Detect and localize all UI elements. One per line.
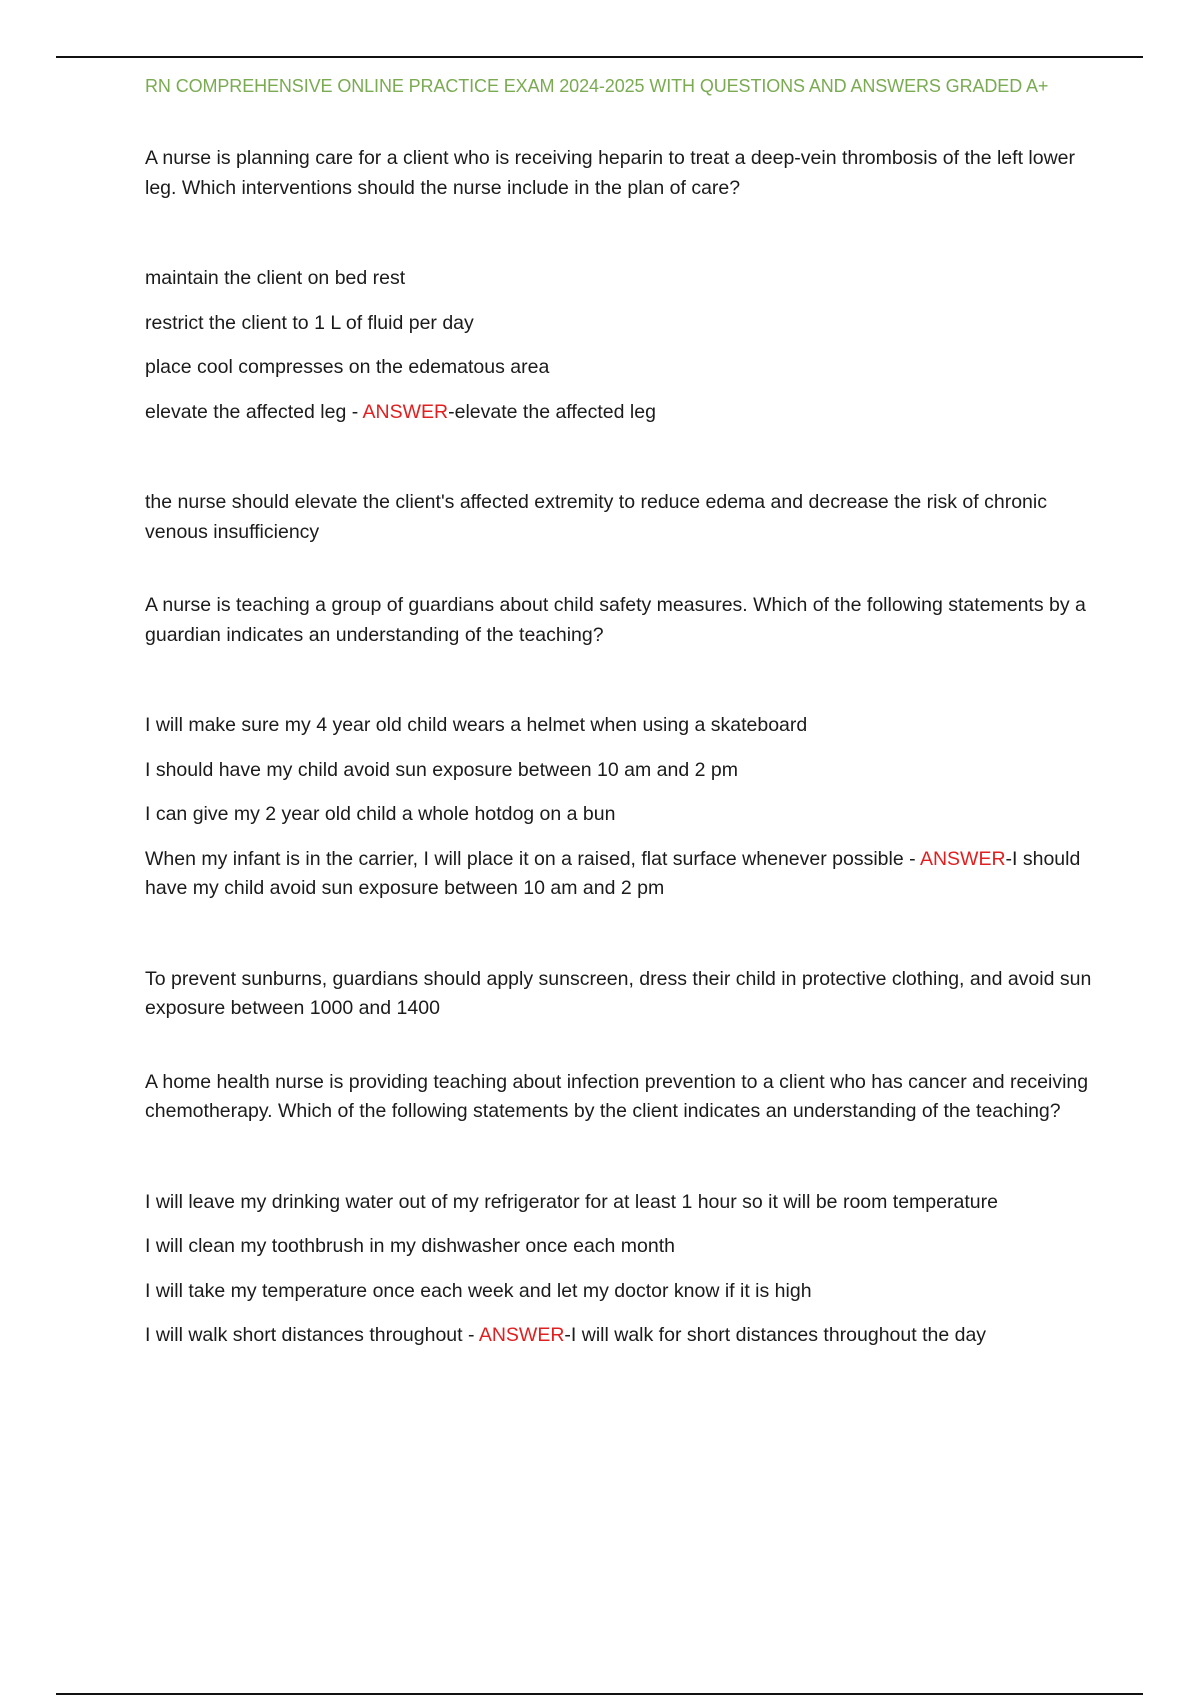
answer-option-with-key bbox=[145, 398, 1100, 428]
question-block-3 bbox=[145, 1068, 1100, 1351]
question-block-2 bbox=[145, 591, 1100, 1024]
answer-option: I should have my child avoid sun exposure between 10 am and 2 pm bbox=[145, 758, 738, 781]
answer-option: I will leave my drinking water out of my refrigerator for at least 1 hour so it will be room temperature bbox=[145, 1190, 998, 1213]
answer-option-text: elevate the affected leg - bbox=[145, 400, 363, 423]
answer-label: ANSWER bbox=[919, 847, 1006, 870]
answer-option: I will take my temperature once each week and let my doctor know if it is high bbox=[145, 1279, 812, 1302]
answer-option: I can give my 2 year old child a whole hotdog on a bun bbox=[145, 803, 616, 825]
answer-option: place cool compresses on the edematous area bbox=[145, 356, 550, 378]
header-rule bbox=[56, 56, 1143, 58]
rationale-text: the nurse should elevate the client's affected extremity to reduce edema and decrease the risk of chronic venous insufficiency bbox=[145, 491, 1047, 543]
rationale-text: To prevent sunburns, guardians should apply sunscreen, dress their child in protective clothing, and avoid sun exposure between 1000 and 1400 bbox=[145, 967, 1092, 1019]
question-block-1 bbox=[145, 144, 1100, 547]
document-body bbox=[145, 72, 1100, 1351]
answer-options bbox=[145, 711, 1100, 904]
answer-option: restrict the client to 1 L of fluid per day bbox=[145, 311, 474, 334]
answer-options bbox=[145, 1188, 1100, 1351]
answer-option-text: I will walk short distances throughout - bbox=[145, 1324, 479, 1346]
question-text: A home health nurse is providing teaching about infection prevention to a client who has cancer and receiving chemotherapy. Which of the following statements by the client indicates an understanding of the teaching? bbox=[145, 1070, 1089, 1122]
question-text: A nurse is planning care for a client who is receiving heparin to treat a deep-vein thrombosis of the left lower leg. Which interventions should the nurse include in the plan of care? bbox=[145, 147, 1076, 199]
answer-option: I will make sure my 4 year old child wears a helmet when using a skateboard bbox=[145, 714, 808, 736]
footer-rule bbox=[56, 1693, 1143, 1695]
answer-option-with-key bbox=[145, 1321, 1100, 1351]
correct-answer-text: -I should have my child avoid sun exposure between 10 am and 2 pm bbox=[145, 847, 1081, 899]
answer-option: I will clean my toothbrush in my dishwasher once each month bbox=[145, 1235, 676, 1257]
correct-answer-text: -elevate the affected leg bbox=[448, 400, 656, 423]
answer-option-with-key bbox=[145, 845, 1100, 904]
correct-answer-text: -I will walk for short distances throughout the day bbox=[564, 1324, 987, 1346]
answer-options bbox=[145, 264, 1100, 427]
answer-option-text: When my infant is in the carrier, I will place it on a raised, flat surface whenever possible - bbox=[145, 847, 920, 870]
document-title: RN COMPREHENSIVE ONLINE PRACTICE EXAM 2024-2025 WITH QUESTIONS AND ANSWERS GRADED A+ bbox=[145, 76, 1049, 96]
answer-option: maintain the client on bed rest bbox=[145, 267, 406, 289]
question-text: A nurse is teaching a group of guardians about child safety measures. Which of the following statements by a guardian indicates an understanding of the teaching? bbox=[145, 594, 1086, 646]
answer-label: ANSWER bbox=[478, 1324, 565, 1346]
answer-label: ANSWER bbox=[362, 400, 449, 423]
